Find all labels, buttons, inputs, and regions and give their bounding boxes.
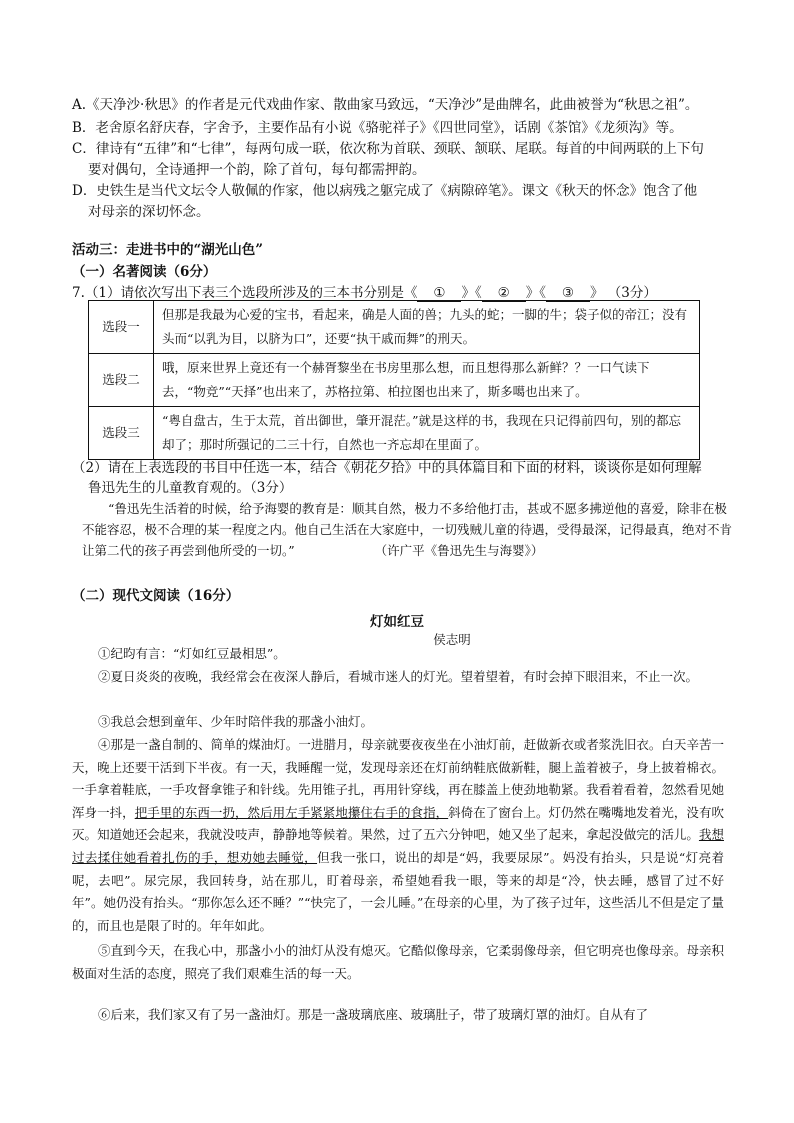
p4-text-b: 斜倚在了窗台上。灯仍然在嘴嘴地发着光，没有吹灭。知道她还会起来，我就没吱声，静静地等候着。果然，过了五六分钟吧，她又坐了起来，拿起没做完的活儿。 <box>72 804 724 843</box>
p4-text-c: 但我一张口，说出的却是“妈，我要尿尿”。妈没有抬头，只是说“灯亮着呢，去吧”。尿完尿，我回转身，站在那儿，盯着母亲，希望她看我一眼，等来的却是“冷，快去睡，感冒了过不好年”。她仍没有抬头。“那你怎么还不睡？”“快完了，一会儿睡。”在母亲的心里，为了孩子过年，这些活儿不但是定了量的，而且也是限了时的。年年如此。 <box>72 849 724 933</box>
option-b-text: B．老舍原名舒庆春，字舍予，主要作品有小说《骆驼祥子》《四世同堂》，话剧《茶馆》《龙须沟》等。 <box>72 120 683 136</box>
excerpt-label: 选段三 <box>89 407 154 460</box>
option-d-text: D．史铁生是当代文坛令人敬佩的作家，他以病残之躯完成了《病隙碎笔》。课文《秋天的怀念》饱含了他 <box>72 183 698 199</box>
table-row <box>89 407 700 460</box>
article-title: 灯如红豆 <box>370 614 424 630</box>
excerpt-label: 选段一 <box>89 301 154 354</box>
paragraph-6: ⑥后来，我们家又有了另一盏油灯。那是一盏玻璃底座、玻璃肚子，带了玻璃灯罩的油灯。自从有了 <box>98 1007 649 1022</box>
paragraph-5: ⑤直到今天，在我心中，那盏小小的油灯从没有熄灭。它酷似像母亲，它柔弱像母亲，但它明亮也像母亲。母亲积极面对生活的态度，照亮了我们艰难生活的每一天。 <box>72 943 724 981</box>
q7-prefix: 7.（1）请依次写出下表三个选段所涉及的三本书分别是《 <box>72 285 418 301</box>
q7-2-line2: 鲁迅先生的儿童教育观的。（3分） <box>88 480 293 496</box>
option-c <box>72 139 742 181</box>
table-row <box>89 354 700 407</box>
option-c-text: C．律诗有“五律”和“七律”，每两句成一联，依次称为首联、颈联、颔联、尾联。每首的中间两联的上下句 <box>72 141 704 157</box>
answer-blank-1[interactable]: ① <box>417 285 461 302</box>
activity-heading: 活动三：走进书中的“湖光山色” <box>72 242 264 258</box>
paragraph-3: ③我总会想到童年、少年时陪伴我的那盏小油灯。 <box>98 714 374 729</box>
underlined-sentence-2: 我想过去揉住她看着扎伤的手，想劝她去睡觉， <box>72 827 724 865</box>
section2-heading: （二）现代文阅读（16分） <box>72 588 240 604</box>
quote-text: “鲁迅先生活着的时候，给予海婴的教育是：顺其自然，极力不多给他打击，甚或不愿多拂逆他的喜爱，除非在极不能容忍，极不合理的某一程度之内。他自己生活在大家庭中，一切残贼儿童的待遇，受得最深，记得最真，绝对不肯让第二代的孩子再尝到他所受的一切。” <box>82 501 733 558</box>
q7-mid1: 》《 <box>461 285 482 301</box>
q7-2-line1: （2）请在上表选段的书目中任选一本，结合《朝花夕拾》中的具体篇目和下面的材料，谈谈你是如何理解 <box>72 460 702 476</box>
option-a <box>72 95 742 116</box>
quote-source: （许广平《鲁迅先生与海婴》） <box>374 543 544 558</box>
option-d <box>72 181 742 223</box>
excerpt-text: 哦，原来世界上竟还有一个赫胥黎坐在书房里那么想，而且想得那么新鲜？？一口气读下去，“物竞”“天择”也出来了，苏格拉第、柏拉图也出来了，斯多噶也出来了。 <box>154 354 700 407</box>
section1-heading: （一）名著阅读（6分） <box>72 264 217 280</box>
excerpts-table <box>88 300 700 460</box>
option-a-text: A.《天净沙·秋思》的作者是元代戏曲作家、散曲家马致远，“天净沙”是曲牌名，此曲被誉为“秋思之祖”。 <box>72 97 699 113</box>
p4-text-a: ④那是一盏自制的、简单的煤油灯。一进腊月，母亲就要夜夜坐在小油灯前，赶做新衣或者浆洗旧衣。白天辛苦一天，晚上还要干活到下半夜。有一天，我睡醒一觉，发现母亲还在灯前纳鞋底做新鞋，腿上盖着被子，身上披着棉衣。一手拿着鞋底，一手攻督拿锥子和针线。先用锥子扎，再用针穿线，再在膝盖上使劲地勒紧。我看着看着，忽然看见她浑身一抖， <box>72 737 724 820</box>
paragraph-1: ①纪昀有言：“灯如红豆最相思”。 <box>98 646 286 661</box>
quote-block <box>82 498 732 561</box>
excerpt-label: 选段二 <box>89 354 154 407</box>
table-row <box>89 301 700 354</box>
q7-suffix: 》 （3分） <box>589 285 657 301</box>
underlined-sentence-1: 把手里的东西一扔，然后用左手紧紧地攥住右手的食指， <box>134 804 449 820</box>
article-author: 侯志明 <box>433 632 471 647</box>
question-7-1 <box>72 281 657 302</box>
option-d-continuation: 对母亲的深切怀念。 <box>88 204 210 220</box>
excerpt-text: 但那是我最为心爱的宝书，看起来，确是人面的兽；九头的蛇；一脚的牛；袋子似的帝江；没有头而“以乳为目，以脐为口”，还要“执干戚而舞”的刑天。 <box>154 301 700 354</box>
paragraph-2: ②夏日炎炎的夜晚，我经常会在夜深人静后，看城市迷人的灯光。望着望着，有时会掉下眼泪来，不止一次。 <box>98 669 699 684</box>
question-7-2 <box>72 458 742 498</box>
paragraph-4 <box>72 734 724 937</box>
q7-mid2: 》《 <box>525 285 546 301</box>
option-b <box>72 118 742 139</box>
answer-blank-2[interactable]: ② <box>482 285 526 302</box>
answer-blank-3[interactable]: ③ <box>546 285 590 302</box>
option-c-continuation: 要对偶句，全诗通押一个韵，除了首句，每句都需押韵。 <box>88 162 426 178</box>
excerpt-text: “粤自盘古，生于太荒，首出御世，肇开混茫。”就是这样的书，我现在只记得前四句，别的都忘却了；那时所强记的二三十行，自然也一齐忘却在里面了。 <box>154 407 700 460</box>
